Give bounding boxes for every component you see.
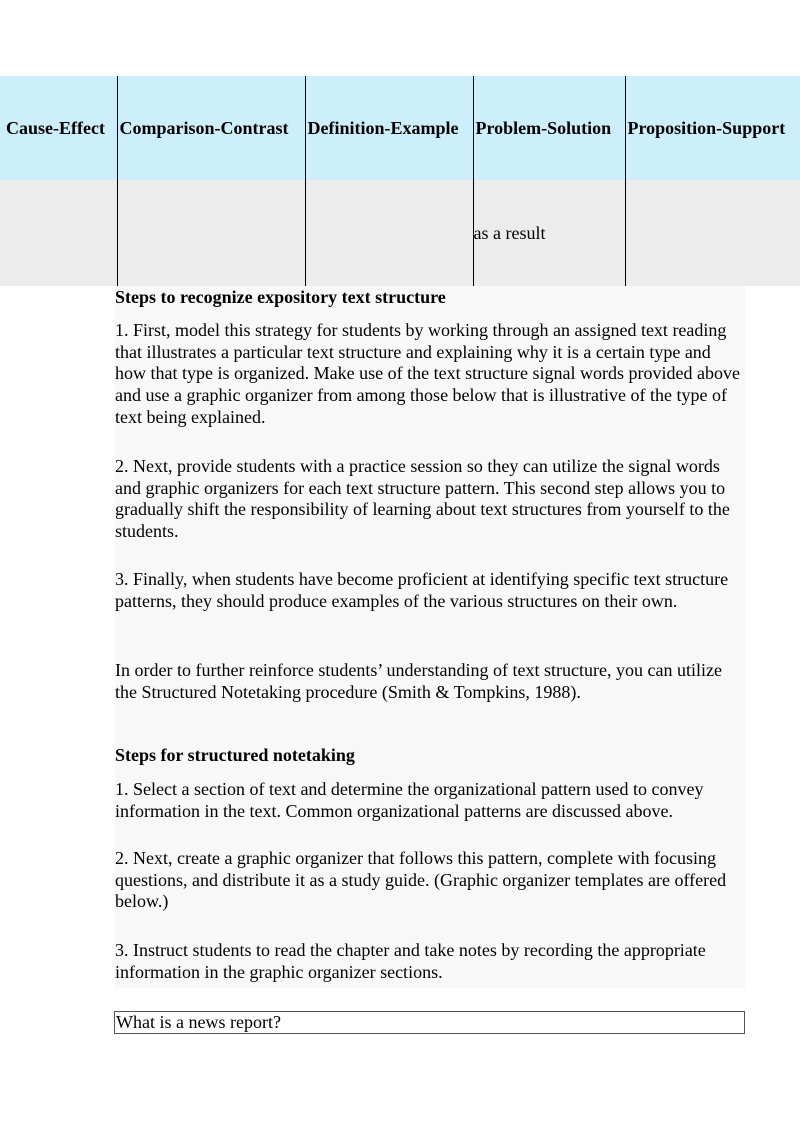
header-problem-solution: Problem-Solution [473,76,625,180]
header-comparison-contrast: Comparison-Contrast [117,76,305,180]
table-cell [625,180,800,286]
section-heading-recognize-structure: Steps to recognize expository text structure [115,287,446,307]
paragraph-step-2-practice: 2. Next, provide students with a practice session so they can utilize the signal words and graphic organizers for each text structure pattern. This second step allows you to gradually shift the responsibility of learning about text structures from yourself to the students. [115,456,730,542]
table-cell [0,180,117,286]
header-proposition-support: Proposition-Support [625,76,800,180]
table-header-row [0,76,800,180]
news-report-question: What is a news report? [116,1012,281,1032]
paragraph-notetaking-step-1: 1. Select a section of text and determine the organizational pattern used to convey information in the text. Common organizational patterns are discussed above. [115,779,704,821]
main-text-column [115,286,745,988]
header-cause-effect: Cause-Effect [0,76,117,180]
signal-words-table [0,76,800,286]
table-cell [117,180,305,286]
paragraph-notetaking-step-2: 2. Next, create a graphic organizer that follows this pattern, complete with focusing questions, and distribute it as a study guide. (Graphic organizer templates are offered below.) [115,848,727,912]
paragraph-step-1-model: 1. First, model this strategy for students by working through an assigned text reading that illustrates a particular text structure and explaining why it is a certain type and how that type is organized. Make use of the text structure signal words provided above and use a graphic organizer from among those below that is illustrative of the type of text being explained. [115,320,741,427]
news-report-box [114,1011,745,1034]
paragraph-reinforce: In order to further reinforce students’ understanding of text structure, you can utilize the Structured Notetaking procedure (Smith & Tompkins, 1988). [115,660,722,702]
paragraph-notetaking-step-3: 3. Instruct students to read the chapter and take notes by recording the appropriate information in the graphic organizer sections. [115,940,706,982]
table-cell [305,180,473,286]
header-definition-example: Definition-Example [305,76,473,180]
table-cell: as a result [473,180,625,286]
section-heading-structured-notetaking: Steps for structured notetaking [115,745,355,765]
paragraph-step-3-produce: 3. Finally, when students have become proficient at identifying specific text structure patterns, they should produce examples of the various structures on their own. [115,569,729,611]
table-row [0,180,800,286]
